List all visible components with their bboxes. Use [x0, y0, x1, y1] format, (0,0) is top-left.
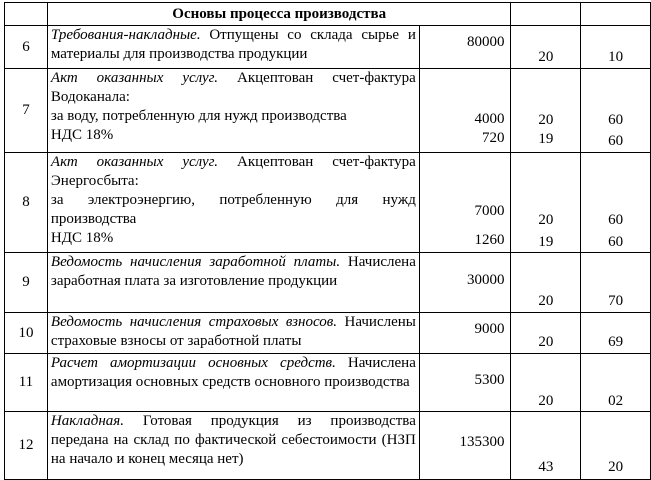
credit-account: 20 [608, 459, 624, 475]
debit-cell [511, 253, 581, 313]
operation-text: Готовая продукция из производства передана на склад по фактической себестоимости (НЗП на начало и конец месяца нет) [50, 413, 416, 467]
header-empty-debit [511, 3, 581, 26]
amount-cell [419, 412, 511, 480]
credit-account: 60 [608, 133, 624, 149]
credit-cell [581, 354, 651, 412]
debit-account: 20 [538, 334, 554, 350]
document-name: Ведомость начисления заработной платы. [50, 254, 341, 270]
operation-description [47, 412, 419, 480]
debit-account: 20 [538, 393, 554, 409]
debit-account: 20 [538, 112, 554, 128]
debit-account: 43 [538, 459, 554, 475]
vat-line: НДС 18% [50, 127, 114, 143]
debit-cell [511, 69, 581, 153]
amount-value: 7000 [474, 203, 505, 219]
row-number: 6 [5, 26, 48, 69]
operation-description [47, 354, 419, 412]
credit-account: 70 [608, 293, 624, 309]
operation-text: Начислена заработная плата за изготовление продукции [50, 254, 416, 289]
vat-amount-value: 720 [481, 130, 505, 146]
operation-description [47, 69, 419, 153]
table-row [5, 26, 651, 69]
document-name: Расчет амортизации основных средств. [50, 355, 336, 371]
header-empty-credit [581, 3, 651, 26]
debit-account: 19 [538, 234, 554, 250]
credit-cell [581, 153, 651, 253]
credit-account: 10 [608, 49, 624, 65]
table-row [5, 69, 651, 153]
table-row [5, 412, 651, 480]
amount-cell [419, 26, 511, 69]
document-name: Накладная. [50, 413, 125, 429]
operation-description [47, 26, 419, 69]
debit-cell [511, 354, 581, 412]
table-row [5, 354, 651, 412]
operation-text: Начислена амортизация основных средств основного производства [50, 355, 416, 390]
document-name: Требования-накладные. [50, 27, 201, 43]
table-row [5, 153, 651, 253]
operation-text: Акцептован счет-фактура Водоканала: [50, 70, 416, 105]
credit-account: 02 [608, 393, 624, 409]
amount-value: 9000 [474, 321, 505, 337]
credit-account: 69 [608, 334, 624, 350]
operation-subline: за воду, потребленную для нужд производства [50, 108, 347, 124]
debit-account: 19 [538, 131, 554, 147]
amount-cell [419, 69, 511, 153]
row-number: 9 [5, 253, 48, 313]
debit-account: 20 [538, 293, 554, 309]
credit-account: 60 [608, 234, 624, 250]
row-number: 8 [5, 153, 48, 253]
debit-cell [511, 313, 581, 354]
operation-description [47, 253, 419, 313]
section-title: Основы процесса производства [47, 3, 511, 26]
document-name: Акт оказанных услуг. [50, 154, 219, 170]
debit-cell [511, 26, 581, 69]
operation-text: Отпущены со склада сырье и материалы для производства продукции [50, 27, 416, 62]
debit-account: 20 [538, 49, 554, 65]
operation-text: Начислены страховые взносы от заработной платы [50, 314, 416, 349]
amount-cell [419, 313, 511, 354]
operation-description [47, 153, 419, 253]
credit-cell [581, 26, 651, 69]
credit-cell [581, 69, 651, 153]
row-number: 11 [5, 354, 48, 412]
vat-line: НДС 18% [50, 230, 114, 246]
credit-cell [581, 412, 651, 480]
operations-table [4, 2, 651, 480]
amount-value: 80000 [466, 34, 505, 50]
row-number: 10 [5, 313, 48, 354]
amount-value: 30000 [466, 272, 505, 288]
document-name: Акт оказанных услуг. [50, 70, 219, 86]
credit-account: 60 [608, 212, 624, 228]
operation-text: Акцептован счет-фактура Энергосбыта: [50, 154, 416, 189]
operation-subline: за электроэнергию, потребленную для нужд производства [50, 192, 416, 227]
credit-cell [581, 313, 651, 354]
amount-cell [419, 253, 511, 313]
row-number: 12 [5, 412, 48, 480]
amount-value: 5300 [474, 372, 505, 388]
amount-cell [419, 354, 511, 412]
vat-amount-value: 1260 [474, 232, 505, 248]
document-name: Ведомость начисления страховых взносов. [50, 314, 337, 330]
amount-cell [419, 153, 511, 253]
header-empty-num [5, 3, 48, 26]
operation-description [47, 313, 419, 354]
row-number: 7 [5, 69, 48, 153]
debit-account: 20 [538, 212, 554, 228]
amount-value: 4000 [474, 111, 505, 127]
amount-value: 135300 [459, 434, 505, 450]
credit-account: 60 [608, 112, 624, 128]
table-header-row [5, 3, 651, 26]
credit-cell [581, 253, 651, 313]
debit-cell [511, 412, 581, 480]
table-row [5, 253, 651, 313]
table-row [5, 313, 651, 354]
debit-cell [511, 153, 581, 253]
